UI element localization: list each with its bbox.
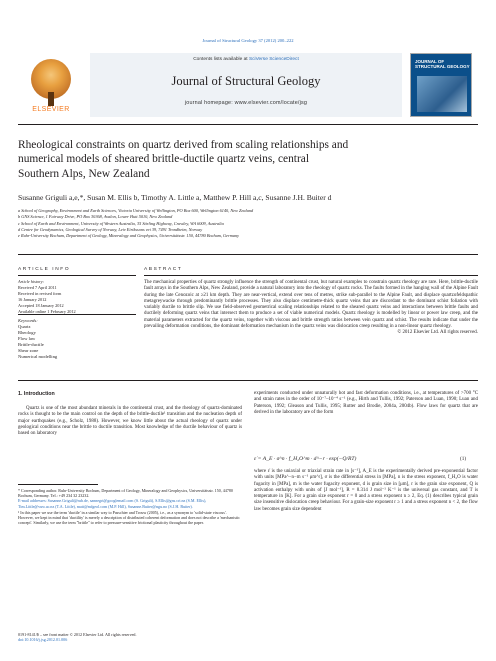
keyword: Numerical modelling xyxy=(18,354,58,359)
keyword: Quartz xyxy=(18,324,31,329)
footnote-1: ¹ In this paper we use the term 'ductile' in a similar way to Passchier and Trouw (2005), i.e., as a synonym to 'solid-state viscous'. However, we kept in mind that 'ductility' is merely a description of distributed coherent deformation and does not describe a 'mechanistic concept'. Similarly, we use the term "brittle" to refer to pressure-sensitive frictional plasticity throughout the paper. xyxy=(18,509,240,526)
affiliation-list: a School of Geography, Environment and Earth Sciences, Victoria University of Wellington, PO Box 600, Wellington 6140, New Zealand b GNS Science, 1 Fairway Drive, PO Box 30368, Avalon, Lower Hutt 5010, New Zealand c School of Earth and Environment, University of Western Australia, 35 Stirling Highway, Crawley, WA 6009, Australia d Centre for Geodynamics, Geological Survey of Norway, Leiv Eirikssons vei 39, 7491 Trondheim, Norway e Ruhr-University Bochum, Department of Geology, Mineralogy and Geophysics, Universitätsstr. 150, 44780 Bochum, Germany xyxy=(18,208,254,239)
doi-link[interactable]: doi:10.1016/j.jsg.2012.01.006 xyxy=(18,637,68,643)
keyword: Rheology xyxy=(18,330,36,335)
abstract-heading: ABSTRACT xyxy=(144,267,183,272)
article-history: Article history: Received 7 April 2011 Received in revised form 16 January 2012 Accepted 18 January 2012 Available online 1 February 2012 xyxy=(18,279,76,314)
footnotes xyxy=(18,488,242,525)
abstract-copyright: © 2012 Elsevier Ltd. All rights reserved. xyxy=(397,330,478,335)
issn-doi: 0191-8141/$ – see front matter © 2012 Elsevier Ltd. All rights reserved. doi:10.1016/j.jsg.2012.01.006 xyxy=(18,632,242,643)
intro-right-text-1: experiments conducted under unnaturally hot and fast deformation conditions, i.e., at temperatures of >700 °C and strain rates in the order of 10⁻⁷–10⁻⁴ s⁻¹ (e.g., Hirth and Tullis, 1992; Paterson and Luan, 1990; Luan and Paterson, 1992; Gleason and Tullis, 1995; Rutter and Brodie, 2004a, 2004b). Flow laws for quartz that are derived in the laboratory are of the form xyxy=(254,391,478,415)
article-title: Rheological constraints on quartz derived from scaling relationships and numerical models of sheared brittle-ductile quartz veins, central Southern Alps, New Zealand xyxy=(18,139,349,180)
keyword: Shear zone xyxy=(18,348,39,353)
tree-trunk-icon xyxy=(48,92,54,106)
flow-law-equation: ε̇ = A_E · σ^n · f_H₂O^m · d^−r · exp(−Q/RT) xyxy=(254,456,357,462)
abstract-rule xyxy=(144,275,478,276)
author-list: Susanne Griguli a,e,*, Susan M. Ellis b, Timothy A. Little a, Matthew P. Hill a,c, Susanne J.H. Buiter d xyxy=(18,193,332,202)
journal-cover[interactable] xyxy=(410,53,472,117)
intro-heading: 1. Introduction xyxy=(18,391,55,397)
journal-homepage[interactable]: journal homepage: www.elsevier.com/locate/jsg xyxy=(184,100,308,106)
intro-right-text-2: where ε̇ is the uniaxial or triaxial strain rate in [s⁻¹], A_E is the experimentally derived pre-exponential factor with units [MPa^−n−m s⁻¹ μm^r], σ is the differential stress in [MPa], n is the stress exponent, f_H₂O is water fugacity in [MPa], m is the water fugacity exponent, d is grain size in [μm], r is the grain size exponent, Q is activation enthalpy with units of [J mol⁻¹], R = 8.314 J mol⁻¹ K⁻¹ is the universal gas constant, and T is temperature in [K]. For a grain size exponent r = 0 and a stress exponent n ≥ 2, Eq. (1) describes typical grain size insensitive dislocation creep behaviour. For a grain-size exponent r ≥ 1 and a stress exponent n < 2, the flow law becomes grain size dependent xyxy=(254,469,478,512)
journal-header xyxy=(18,53,480,121)
footnote-rule xyxy=(18,484,98,485)
keyword: Flow law xyxy=(18,336,36,341)
journal-banner xyxy=(90,53,402,117)
abstract-text: The mechanical properties of quartz strongly influence the strength of continental crust, but natural examples to constrain quartz rheology are rare. Here, brittle-ductile fault arrays in the Southern Alps, New Zealand, provide a natural laboratory into the rheology of quartz rocks. The faults formed in the hanging wall of the Alpine Fault during the late Cenozoic at ≥21 km depth. They are near-vertical, extend over tens of metres, strike sub-parallel to the Alpine Fault, and displace quartzofeldspathic metagreywacke through predominantly brittle processes. They also displace centimetre-thick quartz veins that are discordant to the dominant schist foliation with variably ductile to brittle slip. We use field-observed geometrical scaling relationships related to the sheared quartz veins and interactions between brittle faults and ductilely deforming quartz veins that intersect them to produce a set of viable numerical models. Quartz rheology is modelled by linear or power law creep, and the material parameters extracted for the quartz veins, together with viscous and brittle strength ratios between vein quartz and schist. The results indicate that under the prevailing deformation conditions, the dominant deformation mechanism in the quartz veins was dislocation creep resulting in a non-linear quartz rheology. © 2012 Elsevier Ltd. All rights reserved. xyxy=(144,280,478,335)
contents-line: Contents lists available at SciVerse ScienceDirect xyxy=(193,57,299,62)
journal-citation[interactable]: Journal of Structural Geology 37 (2012) 200–222 xyxy=(202,38,294,43)
publisher-name: ELSEVIER xyxy=(32,106,70,113)
equation-number: (1) xyxy=(460,456,467,462)
keywords-rule xyxy=(18,314,136,315)
cover-title: JOURNAL OF STRUCTURAL GEOLOGY xyxy=(415,59,470,70)
abstract-bottom-rule xyxy=(18,380,478,381)
sciencedirect-link[interactable]: SciVerse ScienceDirect xyxy=(248,57,299,62)
elsevier-logo[interactable] xyxy=(18,56,84,116)
cover-image xyxy=(417,76,467,112)
affiliation-rule xyxy=(18,254,478,255)
keywords: Keywords: Quartz Rheology Flow law Brittle-ductile Shear zone Numerical modelling xyxy=(18,318,136,360)
intro-left-text: Quartz is one of the most abundant minerals in the continental crust, and the rheology of quartz-dominated rocks is thought to be the main control on the depth of the brittle-ductile¹ transition and the nucleation depth of major earthquakes (e.g., Scholz, 1988). However, we know little about the actual rheology of quartz under geological conditions near the brittle to ductile transition. Most knowledge of the ductile behaviour of quartz is based on laboratory xyxy=(18,406,242,437)
corresponding-author: * Corresponding author. Ruhr-University Bochum, Department of Geology, Mineralogy and Geophysics, Universitätsstr. 150, 44780 Bochum, Germany. Tel.: +49 234 32 23232. xyxy=(18,488,233,499)
header-rule xyxy=(18,124,478,125)
article-info-heading: ARTICLE INFO xyxy=(18,267,71,272)
keyword: Brittle-ductile xyxy=(18,342,44,347)
article-info-rule xyxy=(18,275,136,276)
journal-title: Journal of Structural Geology xyxy=(171,74,321,88)
email-addresses[interactable]: E-mail addresses: Susanne.Griguli@rub.de, sannegri@googlemail.com (S. Griguli), S.Ellis@gns.cri.nz (S.M. Ellis), Tim.Little@vuw.ac.nz (T.A. Little), matt@mfgeol.com (M.P. Hill), Susanne.Buiter@ngu.no (S.J.H. Buiter). xyxy=(18,498,207,509)
